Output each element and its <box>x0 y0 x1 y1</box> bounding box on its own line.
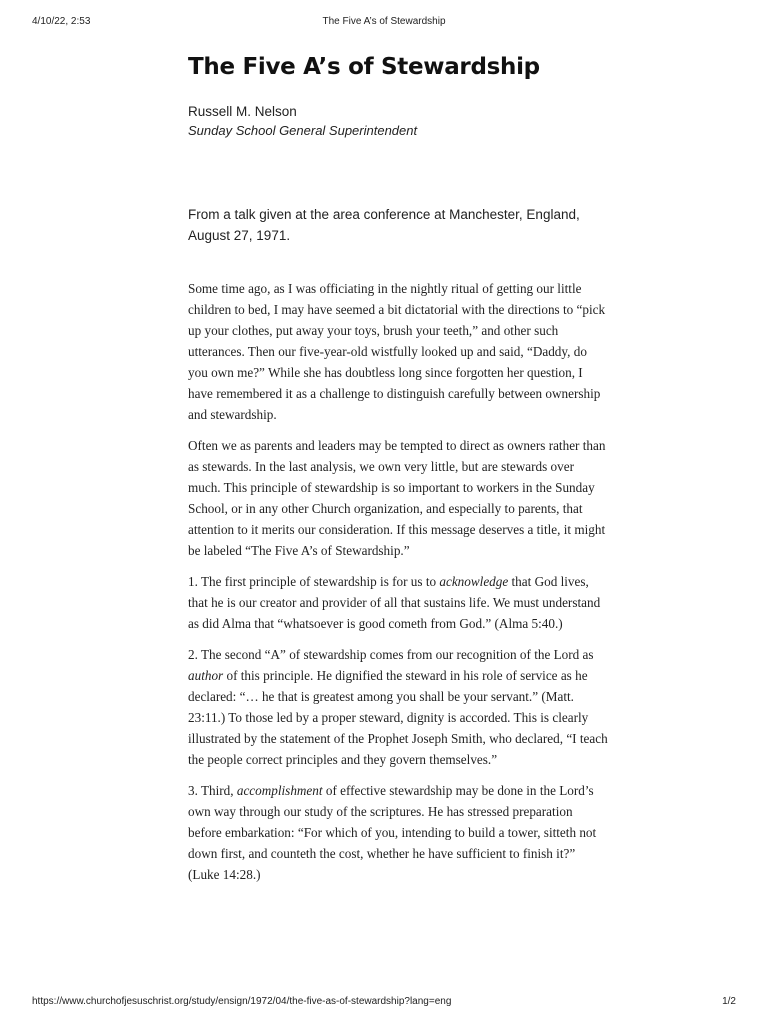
article-title: The Five A’s of Stewardship <box>188 54 540 80</box>
print-date: 4/10/22, 2:53 <box>32 16 91 27</box>
print-footer <box>32 996 736 1010</box>
author-role: Sunday School General Superintendent <box>188 123 418 138</box>
print-doc-title: The Five A’s of Stewardship <box>322 16 446 27</box>
article-body <box>188 278 608 885</box>
paragraph-3 <box>188 571 608 634</box>
paragraph-4 <box>188 644 608 770</box>
paragraph-4-emphasis: author <box>188 668 224 683</box>
paragraph-4-text-a: 2. The second “A” of stewardship comes from our recognition of the Lord as <box>188 647 594 662</box>
paragraph-4-text-b: of this principle. He dignified the steward in his role of service as he declared: “… he that is greatest among you shall be your servant.” (Matt. 23:11.) To those led by a proper steward, dignity is accorded. This is clearly illustrated by the statement of the Prophet Joseph Smith, who declared, “I teach the people correct principles and they govern themselves.” <box>188 668 608 767</box>
intro-note: From a talk given at the area conference at Manchester, England, August 27, 1971. <box>188 207 580 243</box>
print-page-number: 1/2 <box>722 996 736 1007</box>
author-name: Russell M. Nelson <box>188 104 297 119</box>
paragraph-2: Often we as parents and leaders may be tempted to direct as owners rather than as stewards. In the last analysis, we own very little, but are stewards over much. This principle of stewardship is so important to workers in the Sunday School, or in any other Church organization, and especially to parents, that attention to it merits our consideration. If this message deserves a title, it might be labeled “The Five A’s of Stewardship.” <box>188 438 606 558</box>
paragraph-5-emphasis: accomplishment <box>236 783 323 798</box>
print-header <box>32 16 736 30</box>
article <box>188 50 608 895</box>
paragraph-3-text-b: that God lives, that he is our creator and provider of all that sustains life. We must understand as did Alma that “whatsoever is good cometh from God.” (Alma 5:40.) <box>188 574 601 631</box>
paragraph-1: Some time ago, as I was officiating in the nightly ritual of getting our little children to bed, I may have seemed a bit dictatorial with the directions to “pick up your clothes, put away your toys, brush your teeth,” and other such utterances. Then our five-year-old wistfully looked up and said, “Daddy, do you own me?” While she has doubtless long since forgotten her question, I have remembered it as a challenge to distinguish carefully between ownership and stewardship. <box>188 281 606 422</box>
paragraph-3-text-a: 1. The first principle of stewardship is for us to <box>188 574 440 589</box>
paragraph-5-text-a: 3. Third, <box>188 783 237 798</box>
print-url: https://www.churchofjesuschrist.org/study/ensign/1972/04/the-five-as-of-stewardship?lang=eng <box>32 996 452 1007</box>
paragraph-5-text-b: of effective stewardship may be done in the Lord’s own way through our study of the scriptures. He has stressed preparation before embarkation: “For which of you, intending to build a tower, sitteth not down first, and counteth the cost, whether he have sufficient to finish it?” (Luke 14:28.) <box>188 783 597 882</box>
paragraph-3-emphasis: acknowledge <box>439 574 509 589</box>
paragraph-5 <box>188 780 608 885</box>
